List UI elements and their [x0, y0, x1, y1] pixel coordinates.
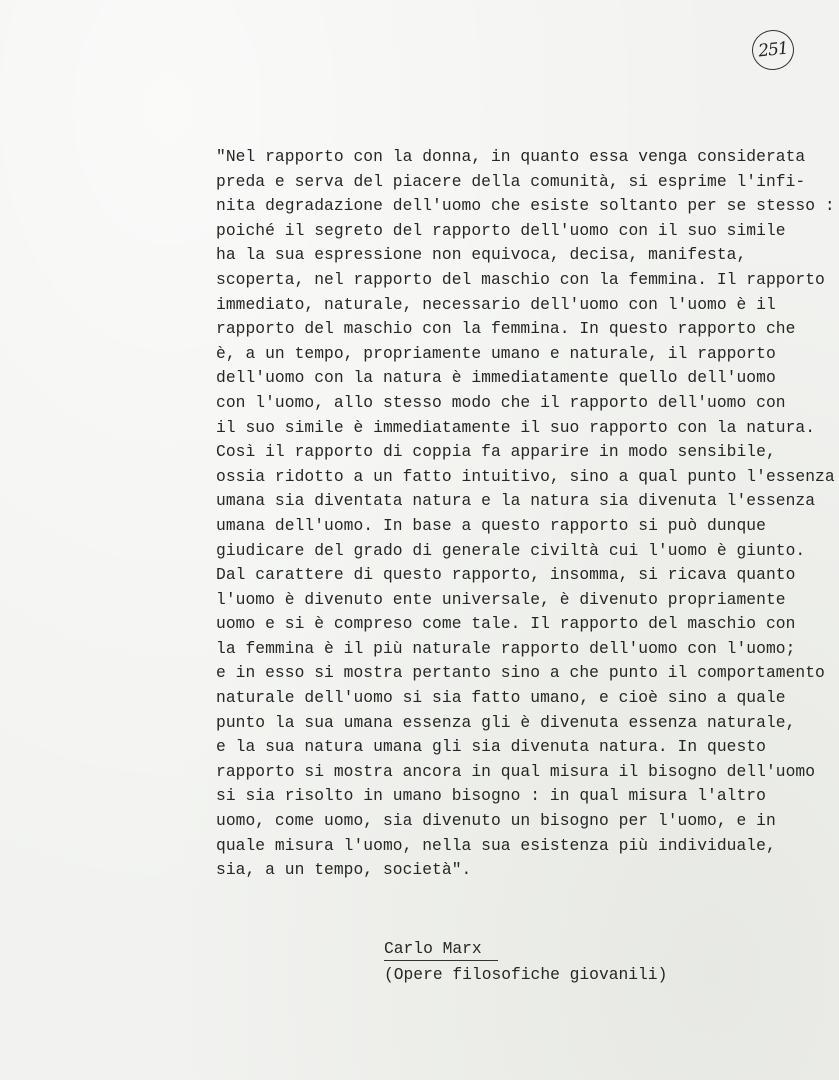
- quote-line: ossia ridotto a un fatto intuitivo, sino a qual punto l'essenza: [216, 466, 835, 486]
- quote-line: dell'uomo con la natura è immediatamente quello dell'uomo: [216, 368, 776, 388]
- quote-line: immediato, naturale, necessario dell'uomo con l'uomo è il: [216, 294, 776, 314]
- quote-line: umana sia diventata natura e la natura sia divenuta l'essenza: [216, 491, 816, 511]
- quote-line: preda e serva del piacere della comunità, si esprime l'infi-: [216, 171, 806, 191]
- quote-line: uomo, come uomo, sia divenuto un bisogno per l'uomo, e in: [216, 811, 776, 831]
- quote-line: e la sua natura umana gli sia divenuta natura. In questo: [216, 737, 766, 757]
- quote-line: sia, a un tempo, società".: [216, 860, 472, 880]
- quote-body: [216, 145, 835, 883]
- quote-line: poiché il segreto del rapporto dell'uomo con il suo simile: [216, 220, 786, 240]
- quote-line: rapporto si mostra ancora in qual misura il bisogno dell'uomo: [216, 761, 816, 781]
- quote-line: rapporto del maschio con la femmina. In questo rapporto che: [216, 319, 796, 339]
- source-title: (Opere filosofiche giovanili): [384, 965, 668, 984]
- quote-line: scoperta, nel rapporto del maschio con la femmina. Il rapporto: [216, 269, 825, 289]
- quote-line: si sia risolto in umano bisogno : in qual misura l'altro: [216, 786, 766, 806]
- attribution: [384, 938, 667, 987]
- quote-line: quale misura l'uomo, nella sua esistenza più individuale,: [216, 835, 776, 855]
- author-name: Carlo Marx: [384, 938, 498, 961]
- quote-line: umana dell'uomo. In base a questo rapporto si può dunque: [216, 515, 766, 535]
- quote-line: l'uomo è divenuto ente universale, è divenuto propriamente: [216, 589, 786, 609]
- quote-line: Dal carattere di questo rapporto, insomma, si ricava quanto: [216, 565, 796, 585]
- quote-line: la femmina è il più naturale rapporto dell'uomo con l'uomo;: [216, 638, 796, 658]
- page-number-circled: 251: [750, 28, 796, 72]
- quote-line: nita degradazione dell'uomo che esiste soltanto per se stesso :: [216, 196, 835, 216]
- quote-line: "Nel rapporto con la donna, in quanto essa venga considerata: [216, 147, 806, 166]
- quote-line: con l'uomo, allo stesso modo che il rapporto dell'uomo con: [216, 392, 786, 412]
- quote-line: giudicare del grado di generale civiltà cui l'uomo è giunto.: [216, 540, 806, 560]
- quote-line: ha la sua espressione non equivoca, decisa, manifesta,: [216, 245, 747, 265]
- quote-line: e in esso si mostra pertanto sino a che punto il comportamento: [216, 663, 825, 683]
- quote-line: il suo simile è immediatamente il suo rapporto con la natura.: [216, 417, 816, 437]
- quote-line: è, a un tempo, propriamente umano e naturale, il rapporto: [216, 343, 776, 363]
- quote-line: Così il rapporto di coppia fa apparire in modo sensibile,: [216, 442, 776, 462]
- quote-line: uomo e si è compreso come tale. Il rapporto del maschio con: [216, 614, 796, 634]
- quote-line: punto la sua umana essenza gli è divenuta essenza naturale,: [216, 712, 796, 732]
- quote-line: naturale dell'uomo si sia fatto umano, e cioè sino a quale: [216, 688, 786, 708]
